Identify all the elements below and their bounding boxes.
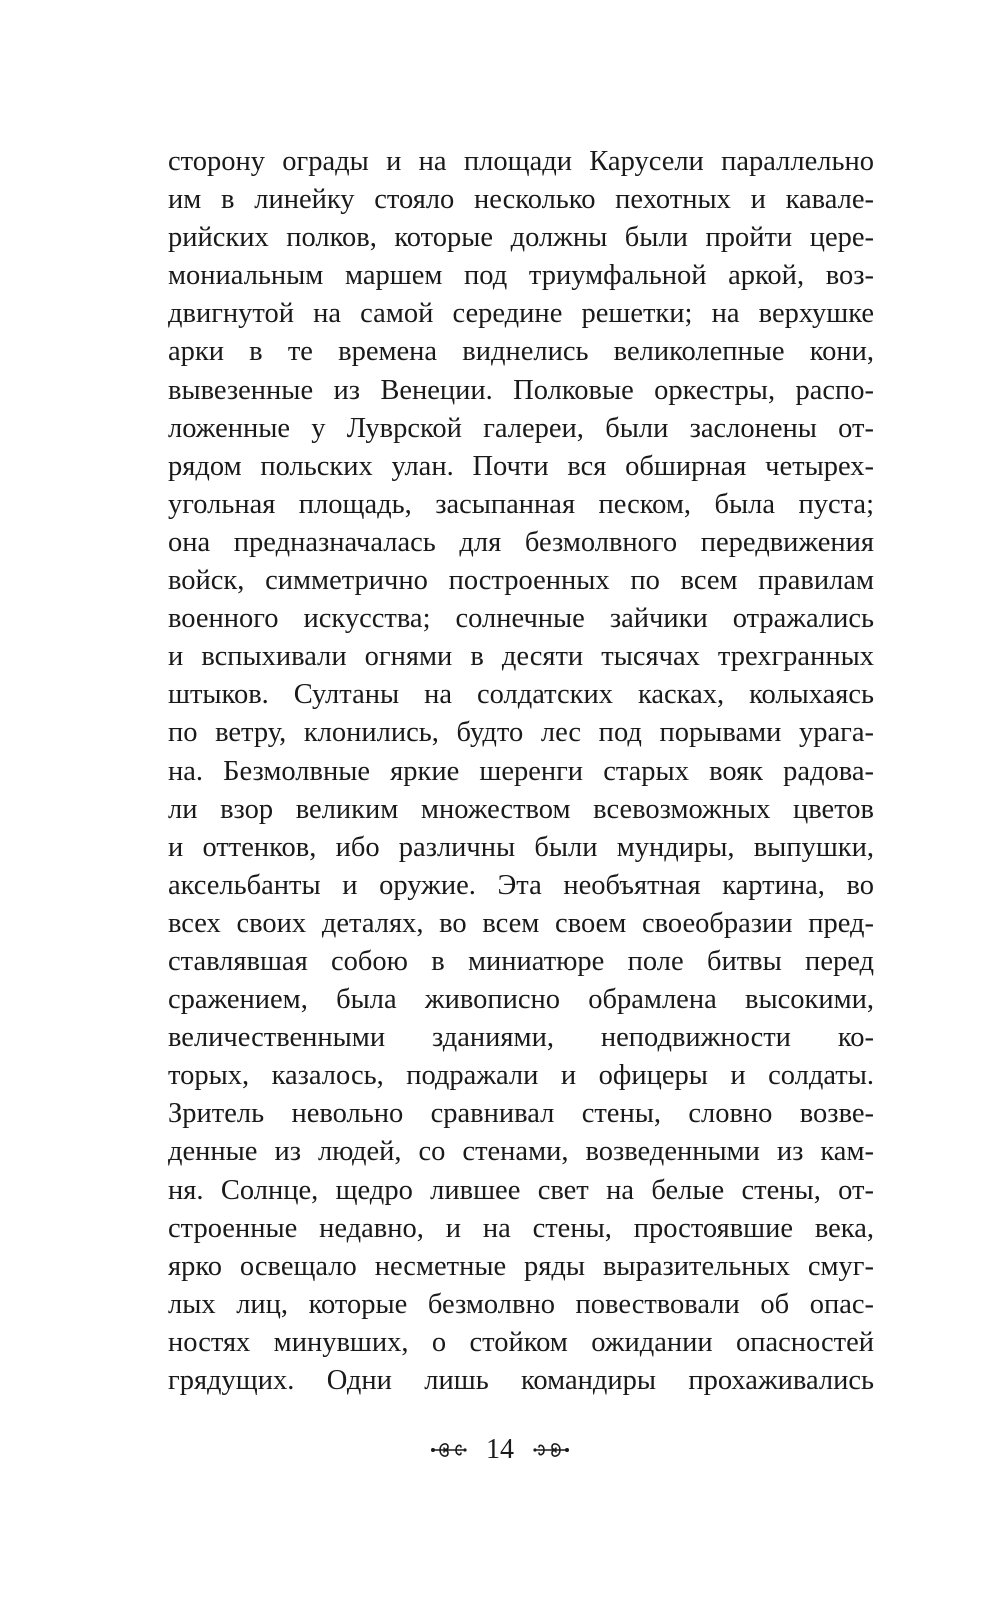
text-line: рийских полков, которые должны были пройти цере- — [168, 222, 874, 254]
text-line: сражением, была живописно обрамлена высокими, — [168, 984, 874, 1016]
text-line: угольная площадь, засыпанная песком, была пуста; — [168, 488, 874, 520]
text-line: величественными зданиями, неподвижности ко- — [168, 1022, 874, 1054]
text-line: она предназначалась для безмолвного передвижения — [168, 526, 874, 558]
text-line: всех своих деталях, во всем своем своеобразии пред- — [168, 907, 874, 939]
text-line: ли взор великим множеством всевозможных цветов — [168, 793, 874, 825]
text-line: Зритель невольно сравнивал стены, словно возве- — [168, 1098, 874, 1130]
text-line: торых, казалось, подражали и офицеры и солдаты. — [168, 1060, 874, 1092]
text-line: ложенные у Луврской галереи, были заслонены от- — [168, 412, 874, 444]
text-line: войск, симметрично построенных по всем правилам — [168, 565, 874, 597]
text-line: на. Безмолвные яркие шеренги старых вояк радова- — [168, 755, 874, 787]
text-line: сторону ограды и на площади Карусели параллельно — [168, 146, 874, 177]
text-line: мониальным маршем под триумфальной аркой, воз- — [168, 260, 874, 292]
text-line: вывезенные из Венеции. Полковые оркестры, распо- — [168, 374, 874, 406]
text-line: военного искусства; солнечные зайчики отражались — [168, 603, 874, 635]
text-line: грядущих. Одни лишь командиры прохаживались — [168, 1365, 874, 1396]
text-line: им в линейку стояло несколько пехотных и кавале- — [168, 184, 874, 216]
page-folio — [0, 1430, 1000, 1470]
text-line: ностях минувших, о стойком ожидании опасностей — [168, 1326, 874, 1358]
text-line: аксельбанты и оружие. Эта необъятная картина, во — [168, 869, 874, 901]
text-line: двигнутой на самой середине решетки; на верхушке — [168, 298, 874, 330]
text-line: рядом польских улан. Почти вся обширная четырех- — [168, 450, 874, 482]
flourish-left-icon — [430, 1437, 468, 1463]
text-line: и оттенков, ибо различны были мундиры, выпушки, — [168, 831, 874, 863]
body-text — [168, 143, 874, 1400]
text-line: лых лиц, которые безмолвно повествовали об опас- — [168, 1288, 874, 1320]
text-line: арки в те времена виднелись великолепные кони, — [168, 336, 874, 368]
text-line: ярко освещало несметные ряды выразительных смуг- — [168, 1250, 874, 1282]
text-line: ня. Солнце, щедро лившее свет на белые стены, от- — [168, 1174, 874, 1206]
flourish-right-icon — [532, 1437, 570, 1463]
text-line: и вспыхивали огнями в десяти тысячах трехгранных — [168, 641, 874, 673]
text-line: строенные недавно, и на стены, простоявшие века, — [168, 1212, 874, 1244]
page-number: 14 — [486, 1434, 514, 1465]
text-line: ставлявшая собою в миниатюре поле битвы перед — [168, 945, 874, 977]
text-line: денные из людей, со стенами, возведенными из кам- — [168, 1136, 874, 1168]
text-line: по ветру, клонились, будто лес под порывами урага- — [168, 717, 874, 749]
text-line: штыков. Султаны на солдатских касках, колыхаясь — [168, 679, 874, 711]
